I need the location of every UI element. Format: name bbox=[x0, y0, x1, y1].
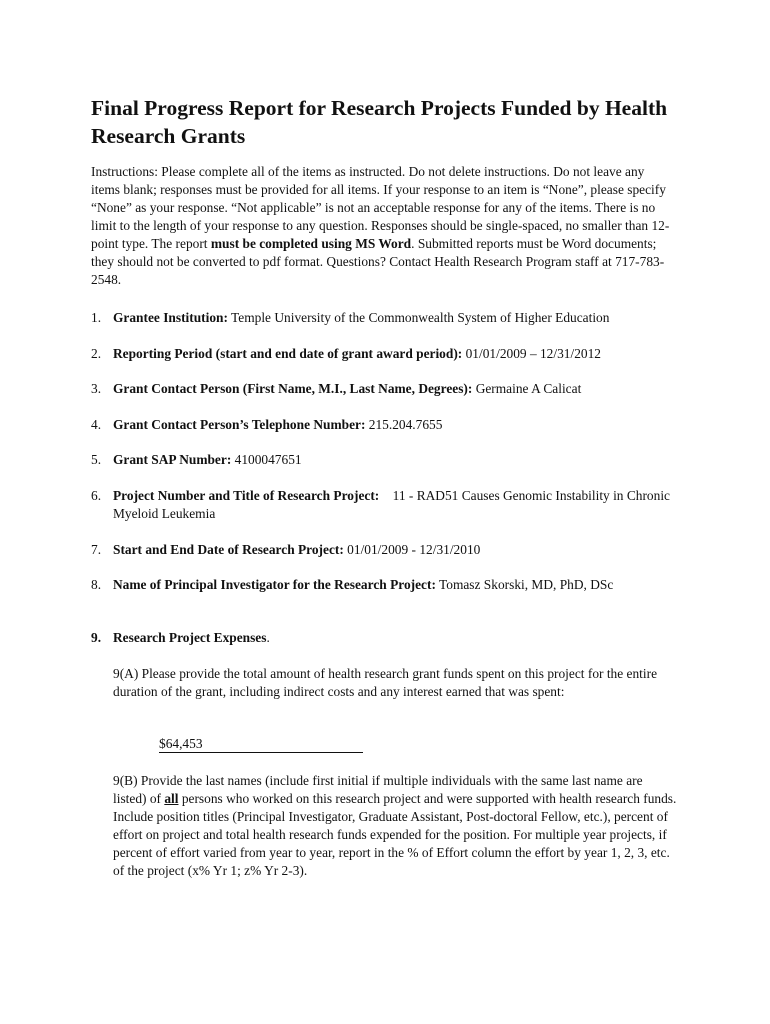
item-grant-contact-person bbox=[91, 380, 687, 398]
page-title: Final Progress Report for Research Projects Funded by Health Research Grants bbox=[91, 96, 668, 148]
item-number: 7. bbox=[91, 542, 102, 557]
item-label: Project Number and Title of Research Project: bbox=[113, 488, 380, 503]
section-9b-emphasis: all bbox=[164, 791, 179, 806]
item-body bbox=[113, 380, 687, 398]
item-number: 2. bbox=[91, 346, 102, 361]
item-body bbox=[113, 576, 687, 594]
section-9b-text-end: persons who worked on this research project and were supported with health research funds. Include position titles (Principal Investigator, Graduate Assistant, Post-doctoral Fellow, etc.), percent of effort on project and total health research funds expended for the position. For multiple year projects, if percent of effort varied from year to year, report in the % of Effort column the effort by year 1, 2, 3, etc. of the project (x% Yr 1; z% Yr 2-3). bbox=[113, 791, 677, 878]
item-value: 01/01/2009 - 12/31/2010 bbox=[343, 542, 481, 557]
item-grant-sap-number bbox=[91, 451, 687, 469]
item-label: Name of Principal Investigator for the Research Project: bbox=[113, 577, 436, 592]
item-number: 3. bbox=[91, 381, 102, 396]
item-body bbox=[113, 487, 687, 523]
item-body bbox=[113, 416, 687, 434]
item-label: Grant Contact Person (First Name, M.I., Last Name, Degrees): bbox=[113, 381, 473, 396]
section-9b-question bbox=[113, 772, 678, 880]
total-funds-amount: $64,453 bbox=[159, 736, 363, 753]
item-label: Reporting Period (start and end date of grant award period): bbox=[113, 346, 463, 361]
item-research-expenses bbox=[91, 629, 687, 647]
instructions-text: Instructions: Please complete all of the items as instructed. Do not delete instructions. Do not leave any items blank; responses must be provided for all items. If your response to an item is “None”, please specify “None” as your response. “Not applicable” is not an acceptable response for any of the items. There is no limit to the length of your response to any question. Responses should be single-spaced, no smaller than 12-point type. The report bbox=[91, 164, 670, 251]
item-contact-telephone bbox=[91, 416, 687, 434]
item-value: 01/01/2009 – 12/31/2012 bbox=[462, 346, 601, 361]
item-body bbox=[113, 309, 687, 327]
instructions-paragraph bbox=[91, 163, 676, 289]
item-number: 5. bbox=[91, 452, 102, 467]
item-grantee-institution bbox=[91, 309, 687, 327]
item-body bbox=[113, 451, 687, 469]
item-label: Grant SAP Number: bbox=[113, 452, 232, 467]
item-number: 8. bbox=[91, 577, 102, 592]
item-reporting-period bbox=[91, 345, 687, 363]
item-number: 1. bbox=[91, 310, 102, 325]
item-body bbox=[113, 541, 687, 559]
item-value: Germaine A Calicat bbox=[472, 381, 582, 396]
item-value: 4100047651 bbox=[231, 452, 302, 467]
item-label: Grant Contact Person’s Telephone Number: bbox=[113, 417, 366, 432]
item-value: 11 - RAD51 Causes Genomic Instability in Chronic Myeloid Leukemia bbox=[113, 488, 674, 521]
item-project-dates bbox=[91, 541, 687, 559]
item-value: . bbox=[266, 630, 270, 645]
item-value: Temple University of the Commonwealth System of Higher Education bbox=[227, 310, 610, 325]
item-label: Grantee Institution: bbox=[113, 310, 228, 325]
instructions-bold-requirement: must be completed using MS Word bbox=[210, 236, 412, 251]
item-label: Research Project Expenses bbox=[113, 630, 267, 645]
section-9b-text: 9(B) Provide the last names (include first initial if multiple individuals with the same last name are listed) of bbox=[113, 773, 643, 806]
item-body bbox=[113, 345, 687, 363]
item-value: Tomasz Skorski, MD, PhD, DSc bbox=[435, 577, 614, 592]
item-body bbox=[113, 629, 687, 647]
item-number: 6. bbox=[91, 488, 102, 503]
item-principal-investigator bbox=[91, 576, 687, 612]
item-label: Start and End Date of Research Project: bbox=[113, 542, 344, 557]
item-project-title bbox=[91, 487, 687, 523]
item-number: 9. bbox=[91, 630, 102, 645]
item-number: 4. bbox=[91, 417, 102, 432]
section-9a-question: 9(A) Please provide the total amount of health research grant funds spent on this project for the entire duration of the grant, including indirect costs and any interest earned that was spent: bbox=[113, 666, 658, 699]
item-value: 215.204.7655 bbox=[365, 417, 443, 432]
instructions-text-end: . Submitted reports must be Word documents; they should not be converted to pdf format. Questions? Contact Health Research Program staff at 717-783-2548. bbox=[91, 236, 665, 287]
